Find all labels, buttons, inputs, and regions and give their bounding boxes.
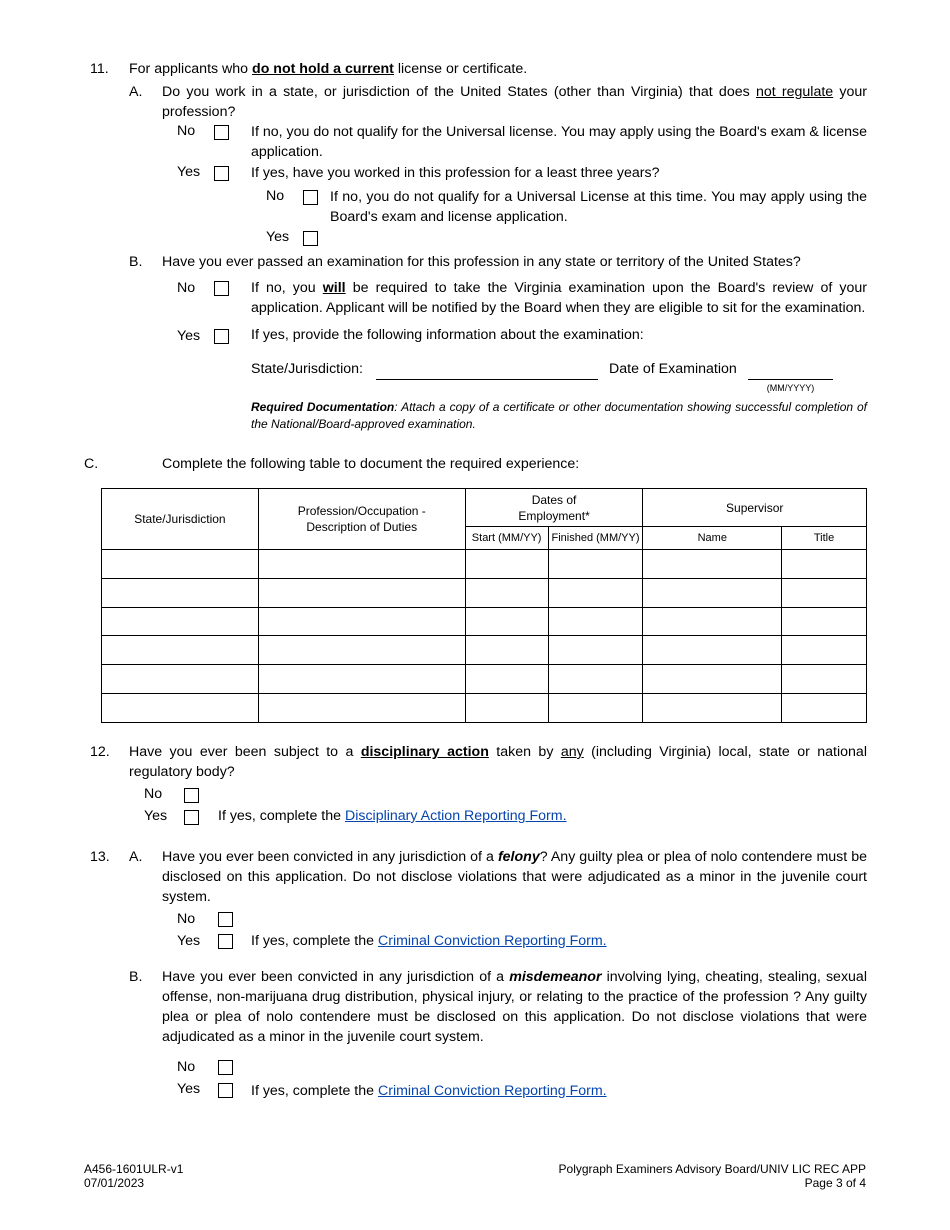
table-cell[interactable] [782,636,867,665]
q11b-state-label: State/Jurisdiction: [251,361,363,377]
table-cell[interactable] [258,550,465,579]
q13a-yes-label: Yes [177,933,201,949]
q11a-yes-text: If yes, have you worked in this profession for a least three years? [251,165,660,181]
q13a-yes-checkbox[interactable] [218,934,233,949]
q11a-letter: A. [129,84,143,100]
q11b-yes-text: If yes, provide the following information about the examination: [251,327,644,343]
table-cell[interactable] [548,578,643,607]
q11b-no-checkbox[interactable] [214,281,229,296]
table-cell[interactable] [465,693,548,722]
footer-form-id: A456-1601ULR-v1 [84,1162,184,1176]
table-cell[interactable] [548,607,643,636]
col-header-profession: Profession/Occupation - Description of Duties [258,489,465,550]
table-cell[interactable] [643,665,782,694]
q11b-letter: B. [129,254,143,270]
q11a-yes-label: Yes [177,164,201,180]
q12-yes-text: If yes, complete the Disciplinary Action Reporting Form. [218,808,567,824]
table-cell[interactable] [548,550,643,579]
table-cell[interactable] [258,578,465,607]
q11b-required-documentation: Required Documentation: Attach a copy of a certificate or other documentation showing successful completion of the National/Board-approved examination. [251,400,867,431]
criminal-conviction-form-link[interactable]: Criminal Conviction Reporting Form. [377,933,607,949]
table-cell[interactable] [465,607,548,636]
q11c-letter: C. [84,456,99,472]
q13a-no-label: No [177,911,196,927]
q13a-no-checkbox[interactable] [218,912,233,927]
table-cell[interactable] [643,550,782,579]
table-row [102,636,867,665]
experience-table [101,488,867,723]
table-row [102,578,867,607]
table-cell[interactable] [102,607,259,636]
q11a-sub-no-label: No [266,188,285,204]
table-cell[interactable] [548,693,643,722]
table-row [102,607,867,636]
table-cell[interactable] [548,636,643,665]
table-cell[interactable] [643,693,782,722]
q11b-date-field[interactable] [748,379,833,380]
table-cell[interactable] [643,607,782,636]
q12-yes-label: Yes [144,808,168,824]
q12-no-label: No [144,786,163,802]
q13a-yes-text: If yes, complete the Criminal Conviction Reporting Form. [251,933,607,949]
table-cell[interactable] [643,578,782,607]
table-cell[interactable] [102,578,259,607]
table-cell[interactable] [258,665,465,694]
q11b-no-text: If no, you will be required to take the Virginia examination upon the Board's review of your application. Applicant will be notified by the Board when they are eligible to sit for the examination. [251,280,867,316]
q11b-date-hint: (MM/YYYY) [766,383,815,393]
table-row [102,693,867,722]
q11-intro: For applicants who do not hold a current license or certificate. [129,61,528,77]
q13-number: 13. [90,849,110,865]
table-cell[interactable] [258,607,465,636]
q11a-question: Do you work in a state, or jurisdiction of the United States (other than Virginia) that does not regulate your profession? [162,84,868,120]
q13b-yes-checkbox[interactable] [218,1083,233,1098]
criminal-conviction-form-link[interactable]: Criminal Conviction Reporting Form. [377,1083,607,1099]
table-cell[interactable] [102,665,259,694]
q11a-sub-yes-checkbox[interactable] [303,231,318,246]
table-cell[interactable] [258,693,465,722]
footer-board: Polygraph Examiners Advisory Board/UNIV LIC REC APP [558,1162,866,1176]
q11a-sub-no-checkbox[interactable] [303,190,318,205]
table-cell[interactable] [782,693,867,722]
table-cell[interactable] [465,578,548,607]
table-row [102,550,867,579]
q11-number: 11. [90,61,109,77]
subheader-name: Name [643,527,782,550]
table-cell[interactable] [782,665,867,694]
q11c-instruction: Complete the following table to document the required experience: [162,456,580,472]
q11a-sub-no-text: If no, you do not qualify for a Universal License at this time. You may apply using the Board's exam and license application. [330,189,867,225]
table-cell[interactable] [465,665,548,694]
q11a-yes-checkbox[interactable] [214,166,229,181]
col-header-supervisor: Supervisor [643,489,867,527]
table-cell[interactable] [782,578,867,607]
footer-page-number: Page 3 of 4 [804,1176,866,1190]
q12-yes-checkbox[interactable] [184,810,199,825]
q12-question: Have you ever been subject to a disciplinary action taken by any (including Virginia) local, state or national regulatory body? [129,744,867,780]
q12-no-checkbox[interactable] [184,788,199,803]
subheader-finished: Finished (MM/YY) [548,527,643,550]
q11b-yes-label: Yes [177,328,201,344]
q11a-no-text: If no, you do not qualify for the Universal license. You may apply using the Board's exam & license application. [251,124,867,160]
table-cell[interactable] [465,550,548,579]
table-cell[interactable] [643,636,782,665]
table-cell[interactable] [258,636,465,665]
disciplinary-action-form-link[interactable]: Disciplinary Action Reporting Form. [344,808,567,824]
q11b-state-field[interactable] [376,379,598,380]
subheader-start: Start (MM/YY) [465,527,548,550]
q11a-no-label: No [177,123,196,139]
table-cell[interactable] [102,550,259,579]
q13b-yes-label: Yes [177,1081,201,1097]
q13b-no-checkbox[interactable] [218,1060,233,1075]
table-cell[interactable] [782,607,867,636]
q12-number: 12. [90,744,110,760]
table-cell[interactable] [782,550,867,579]
table-cell[interactable] [465,636,548,665]
table-cell[interactable] [548,665,643,694]
q13b-yes-text: If yes, complete the Criminal Conviction Reporting Form. [251,1083,607,1099]
table-cell[interactable] [102,693,259,722]
subheader-title: Title [782,527,867,550]
q11a-no-checkbox[interactable] [214,125,229,140]
table-cell[interactable] [102,636,259,665]
q11b-no-label: No [177,280,196,296]
col-header-state: State/Jurisdiction [102,489,259,550]
q11-intro-emphasis: do not hold a current [252,61,394,77]
q13b-letter: B. [129,969,143,985]
table-row [102,665,867,694]
q11b-question: Have you ever passed an examination for this profession in any state or territory of the United States? [162,254,801,270]
q11b-yes-checkbox[interactable] [214,329,229,344]
col-header-dates: Dates of Employment* [465,489,643,527]
q13a-letter: A. [129,849,143,865]
q11b-date-label: Date of Examination [609,361,737,377]
q13a-question: Have you ever been convicted in any jurisdiction of a felony? Any guilty plea or plea of nolo contendere must be disclosed on this application. Do not disclose violations that were adjudicated as a minor in the juvenile court system. [162,849,867,905]
q13b-question: Have you ever been convicted in any jurisdiction of a misdemeanor involving lying, cheating, stealing, sexual offense, non-marijuana drug distribution, physical injury, or relating to the practice of the profession ? Any guilty plea or plea of nolo contendere must be disclosed on this application. Do not disclose violations that were adjudicated as a minor in the juvenile court system. [162,969,867,1045]
q13b-no-label: No [177,1059,196,1075]
footer-date: 07/01/2023 [84,1176,145,1190]
q11a-sub-yes-label: Yes [266,229,290,245]
